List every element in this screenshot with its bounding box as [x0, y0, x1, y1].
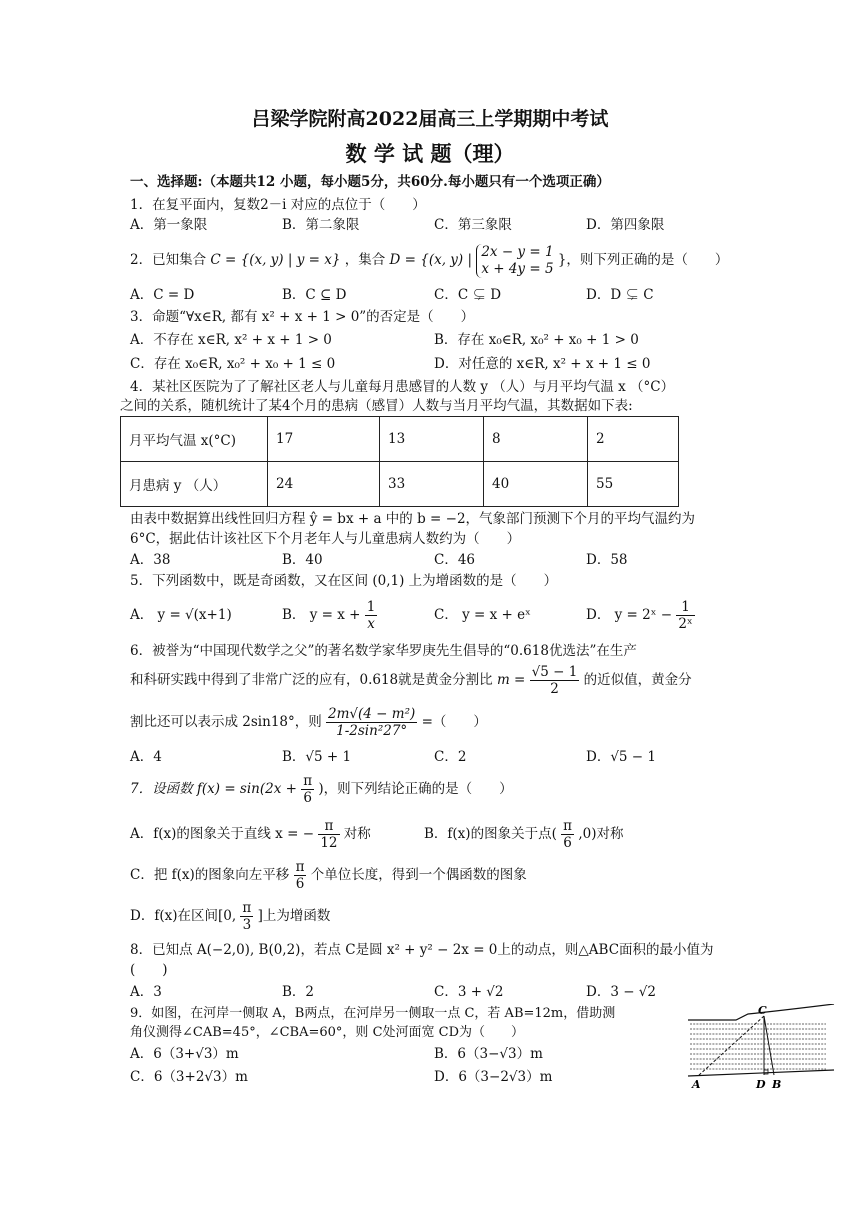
q7-option-c[interactable] — [130, 857, 527, 893]
q1-option-d[interactable]: D．第四象限 — [586, 217, 665, 233]
q4-data-table — [120, 416, 679, 507]
label-a: A — [692, 1078, 701, 1090]
q4-after-line1: 由表中数据算出线性回归方程 ŷ = bx + a 中的 b = −2，气象部门预测下个月的平均气温约为 — [130, 511, 696, 527]
q5-option-d-fraction — [676, 599, 694, 632]
q5-option-c[interactable]: C． y = x + eˣ — [434, 607, 531, 623]
fraction-numerator: π — [242, 900, 252, 916]
q6-line3 — [130, 704, 487, 740]
fraction-numerator: 1 — [366, 599, 376, 615]
fraction-denominator: 3 — [242, 917, 252, 933]
q6-option-a[interactable]: A．4 — [130, 749, 162, 765]
section-heading: 一、选择题:（本题共12 小题，每小题5分，共60分.每小题只有一个选项正确） — [130, 174, 610, 190]
label-c: C — [758, 1004, 767, 1017]
q6-option-c[interactable]: C．2 — [434, 749, 467, 765]
q9-river-figure — [686, 1004, 836, 1090]
fraction-denominator: 1-2sin²27° — [336, 723, 408, 739]
q3-option-d[interactable]: D．对任意的 x∈R, x² + x + 1 ≤ 0 — [434, 356, 651, 372]
fraction-denominator: 6 — [563, 835, 572, 851]
q5-option-a[interactable]: A． y = √(x+1) — [130, 607, 232, 623]
q7-option-c-post: 个单位长度，得到一个偶函数的图象 — [310, 867, 527, 883]
q9-option-c[interactable]: C．6（3+2√3）m — [130, 1069, 248, 1085]
page-subtitle: 数 学 试 题（理） — [345, 141, 515, 166]
q4-option-c[interactable]: C．46 — [434, 552, 476, 568]
q2-stem-c: }，则下列正确的是（ ） — [557, 252, 729, 268]
q4-after-line2: 6°C，据此估计该社区下个月老年人与儿童患病人数约为（ ） — [130, 531, 521, 547]
q5-option-b[interactable] — [282, 598, 377, 632]
near-bank — [688, 1070, 834, 1076]
q2-stem — [130, 242, 728, 278]
q5-option-b-fraction — [365, 599, 378, 632]
fraction-numerator: π — [295, 859, 305, 875]
q2-option-a[interactable]: A．C = D — [130, 287, 195, 303]
q6-option-b[interactable]: B．√5 + 1 — [282, 749, 352, 765]
q9-option-b[interactable]: B．6（3−√3）m — [434, 1046, 543, 1062]
q5-stem: 5．下列函数中，既是奇函数，又在区间 (0,1) 上为增函数的是（ ） — [130, 573, 558, 589]
q7-option-b-pre: B．f(x)的图象关于点( — [424, 826, 557, 842]
q6-option-d[interactable]: D．√5 − 1 — [586, 749, 656, 765]
q5-option-b-text: B． y = x + — [282, 607, 361, 623]
q1-stem: 1．在复平面内，复数2－i 对应的点位于（ ） — [130, 197, 426, 213]
q5-option-d-text: D． y = 2ˣ − — [586, 607, 673, 623]
fraction-denominator: 2 — [550, 681, 559, 697]
q7-option-d[interactable] — [130, 898, 330, 934]
table-cell-label: 月平均气温 x(°C) — [121, 417, 268, 462]
label-d: D — [756, 1078, 766, 1090]
q3-option-b[interactable]: B．存在 x₀∈R, x₀² + x₀ + 1 > 0 — [434, 332, 639, 348]
q6-line3-post: =（ ） — [421, 714, 487, 730]
fraction-denominator: x — [367, 616, 375, 632]
fraction-denominator: 6 — [295, 876, 305, 892]
q4-stem-line2: 之间的关系，随机统计了某4个月的患病（感冒）人数与当月平均气温，其数据如下表: — [120, 398, 633, 414]
table-cell: 24 — [268, 462, 380, 507]
q6-line2-post: 的近似值，黄金分 — [583, 672, 692, 688]
fraction-numerator: √5 − 1 — [531, 664, 578, 680]
q7-option-a[interactable] — [130, 816, 371, 852]
label-b: B — [772, 1078, 782, 1090]
q5-option-d[interactable] — [586, 598, 695, 632]
q3-option-a[interactable]: A．不存在 x∈R, x² + x + 1 > 0 — [130, 332, 332, 348]
q2-option-b[interactable]: B．C ⊆ D — [282, 287, 347, 303]
q7-option-a-fraction — [318, 818, 339, 851]
q1-option-b[interactable]: B．第二象限 — [282, 217, 360, 233]
q7-option-b[interactable] — [424, 816, 623, 852]
q4-option-d[interactable]: D．58 — [586, 552, 628, 568]
q8-option-d[interactable]: D．3 − √2 — [586, 984, 656, 1000]
table-cell: 55 — [588, 462, 679, 507]
table-row — [121, 417, 679, 462]
q7-option-d-fraction — [240, 900, 253, 933]
q6-line2 — [130, 662, 692, 698]
q6-line1: 6．被誉为“中国现代数学之父”的著名数学家华罗庚先生倡导的“0.618优选法”在生产 — [130, 643, 637, 659]
q9-line1: 9．如图，在河岸一侧取 A，B两点，在河岸另一侧取一点 C，若 AB=12m，借助测 — [130, 1006, 616, 1021]
q2-stem-b: ，集合 — [344, 252, 386, 268]
q3-stem: 3．命题“∀x∈R, 都有 x² + x + 1 > 0”的否定是（ ） — [130, 309, 475, 325]
q2-option-d[interactable]: D．D ⊊ C — [586, 287, 654, 303]
segment-cb — [764, 1016, 774, 1075]
q3-option-c[interactable]: C．存在 x₀∈R, x₀² + x₀ + 1 ≤ 0 — [130, 356, 336, 372]
table-row — [121, 462, 679, 507]
q7-stem-pre: 7．设函数 f(x) = sin(2x + — [130, 781, 297, 797]
q7-pi-fraction — [301, 773, 314, 806]
q6-m-eq: m = — [496, 672, 526, 688]
q6-line3-pre: 割比还可以表示成 2sin18°，则 — [130, 714, 322, 730]
q1-option-a[interactable]: A．第一象限 — [130, 217, 208, 233]
q8-line1: 8．已知点 A(−2,0), B(0,2)，若点 C是圆 x² + y² − 2x = 0上的动点，则△ABC面积的最小值为 — [130, 942, 714, 958]
q7-option-c-pre: C．把 f(x)的图象向左平移 — [130, 867, 290, 883]
fraction-denominator: 2ˣ — [678, 616, 693, 632]
table-cell: 17 — [268, 417, 380, 462]
q2-equation-system — [476, 244, 553, 278]
table-cell: 2 — [588, 417, 679, 462]
q7-option-a-pre: A．f(x)的图象关于直线 x = − — [130, 826, 315, 842]
q9-option-a[interactable]: A．6（3+√3）m — [130, 1046, 239, 1062]
fraction-numerator: π — [303, 773, 313, 789]
table-cell: 13 — [380, 417, 484, 462]
q4-stem-line1: 4．某社区医院为了了解社区老人与儿童每月患感冒的人数 y （人）与月平均气温 x （°C） — [130, 379, 675, 395]
q2-eq1: 2x − y = 1 — [481, 243, 554, 260]
q6-line2-pre: 和科研实践中得到了非常广泛的应有，0.618就是黄金分割比 — [130, 672, 493, 688]
q9-line2: 角仪测得∠CAB=45°，∠CBA=60°，则 C处河面宽 CD为（ ） — [130, 1025, 525, 1040]
q8-option-a[interactable]: A．3 — [130, 984, 162, 1000]
fraction-numerator: 2m√(4 − m²) — [328, 706, 416, 722]
table-cell: 33 — [380, 462, 484, 507]
q7-option-d-pre: D．f(x)在区间[0, — [130, 908, 237, 924]
q7-option-b-post: ,0)对称 — [578, 826, 624, 842]
river-hatching — [690, 1024, 826, 1069]
q4-option-a[interactable]: A．38 — [130, 552, 171, 568]
q6-golden-ratio-fraction — [530, 664, 580, 697]
q8-line2: ( ) — [130, 962, 168, 978]
table-cell: 8 — [484, 417, 588, 462]
q9-option-d[interactable]: D．6（3−2√3）m — [434, 1069, 553, 1085]
page-title: 吕梁学院附高2022届高三上学期期中考试 — [251, 108, 609, 130]
q7-option-a-post: 对称 — [343, 826, 371, 842]
q2-set-c: C = {(x, y) | y = x} — [210, 252, 341, 268]
q1-option-c[interactable]: C．第三象限 — [434, 217, 512, 233]
q6-expression-fraction — [326, 706, 417, 739]
fraction-denominator: 12 — [320, 835, 338, 851]
fraction-numerator: π — [563, 818, 573, 834]
q7-stem — [130, 771, 513, 807]
fraction-denominator: 6 — [303, 790, 312, 806]
q2-option-c[interactable]: C．C ⊊ D — [434, 287, 502, 303]
q7-option-b-fraction — [561, 818, 574, 851]
q4-option-b[interactable]: B．40 — [282, 552, 323, 568]
q2-set-d: D = {(x, y) | — [389, 252, 473, 268]
q8-option-b[interactable]: B．2 — [282, 984, 315, 1000]
segment-ca — [698, 1016, 764, 1076]
q2-stem-a: 2．已知集合 — [130, 252, 207, 268]
fraction-numerator: 1 — [676, 599, 694, 616]
q7-option-c-fraction — [294, 859, 307, 892]
q2-eq2: x + 4y = 5 — [481, 260, 554, 277]
q7-option-d-post: ]上为增函数 — [257, 908, 331, 924]
table-cell: 40 — [484, 462, 588, 507]
q8-option-c[interactable]: C．3 + √2 — [434, 984, 504, 1000]
fraction-numerator: π — [318, 818, 339, 835]
q7-stem-post: )，则下列结论正确的是（ ） — [318, 781, 513, 797]
table-cell-label: 月患病 y （人） — [121, 462, 268, 507]
